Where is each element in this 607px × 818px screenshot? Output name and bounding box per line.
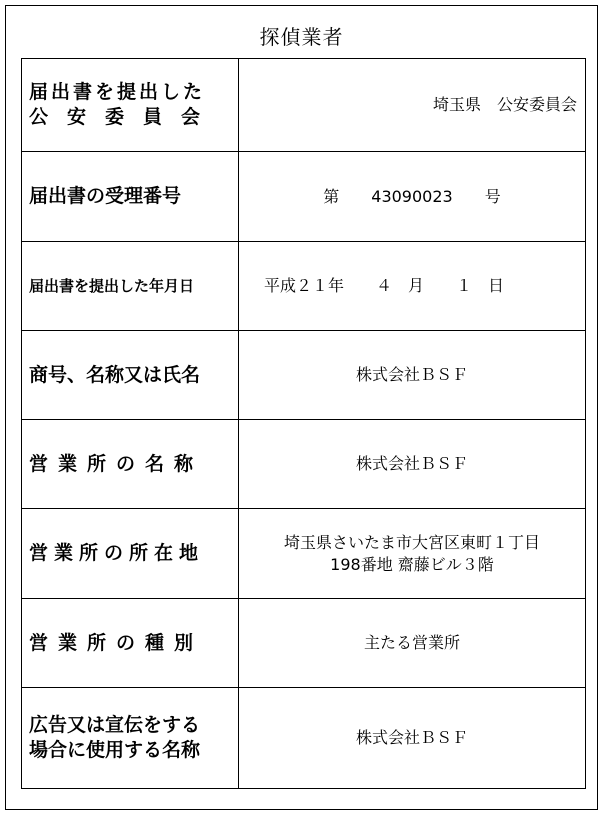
value-receipt-number — [239, 152, 586, 242]
value-line: 198番地 齋藤ビル３階 — [330, 554, 494, 574]
value-line: 株式会社ＢＳＦ — [355, 365, 468, 384]
table-row — [22, 509, 586, 599]
value-trade-name — [239, 331, 586, 420]
value-line: 第 43090023 号 — [323, 186, 501, 206]
label-line: 場合に使用する名称 — [29, 739, 201, 761]
label-line: 広告又は宣伝をする — [29, 714, 201, 736]
value-line: 埼玉県 公安委員会 — [432, 95, 577, 114]
value-office-name — [239, 420, 586, 509]
label-trade-name — [22, 331, 239, 420]
label-office-type — [22, 599, 239, 688]
value-line: 主たる営業所 — [363, 633, 460, 652]
value-notifying-commission — [239, 59, 586, 152]
table-row — [22, 59, 586, 152]
table-row — [22, 152, 586, 242]
table-row — [22, 242, 586, 331]
value-office-address — [239, 509, 586, 599]
label-office-name — [22, 420, 239, 509]
label-advertising-name — [22, 688, 239, 789]
value-line: 株式会社ＢＳＦ — [355, 454, 468, 473]
value-submission-date — [239, 242, 586, 331]
label-submission-date — [22, 242, 239, 331]
table-row — [22, 688, 586, 789]
table-row — [22, 331, 586, 420]
label-office-address — [22, 509, 239, 599]
value-line: 株式会社ＢＳＦ — [355, 728, 468, 747]
table-row — [22, 599, 586, 688]
label-notifying-commission — [22, 59, 239, 152]
label-line: 公 安 委 員 会 — [29, 106, 201, 128]
label-line: 届出書を提出した年月日 — [29, 276, 195, 295]
table-row — [22, 420, 586, 509]
label-line: 届出書の受理番号 — [29, 185, 182, 207]
document-title: 探偵業者 — [259, 25, 344, 49]
label-line: 商号、名称又は氏名 — [29, 363, 201, 386]
label-line: 営業所の名称 — [29, 452, 204, 475]
registration-table — [21, 58, 586, 789]
label-line: 営業所の所在地 — [29, 542, 205, 564]
label-line: 営業所の種別 — [29, 631, 204, 654]
value-line: 埼玉県さいたま市大宮区東町１丁目 — [283, 532, 540, 552]
label-line: 届出書を提出した — [29, 81, 206, 103]
value-advertising-name — [239, 688, 586, 789]
value-office-type — [239, 599, 586, 688]
label-receipt-number — [22, 152, 239, 242]
value-line: 平成２１年 ４ 月 １ 日 — [264, 276, 505, 295]
